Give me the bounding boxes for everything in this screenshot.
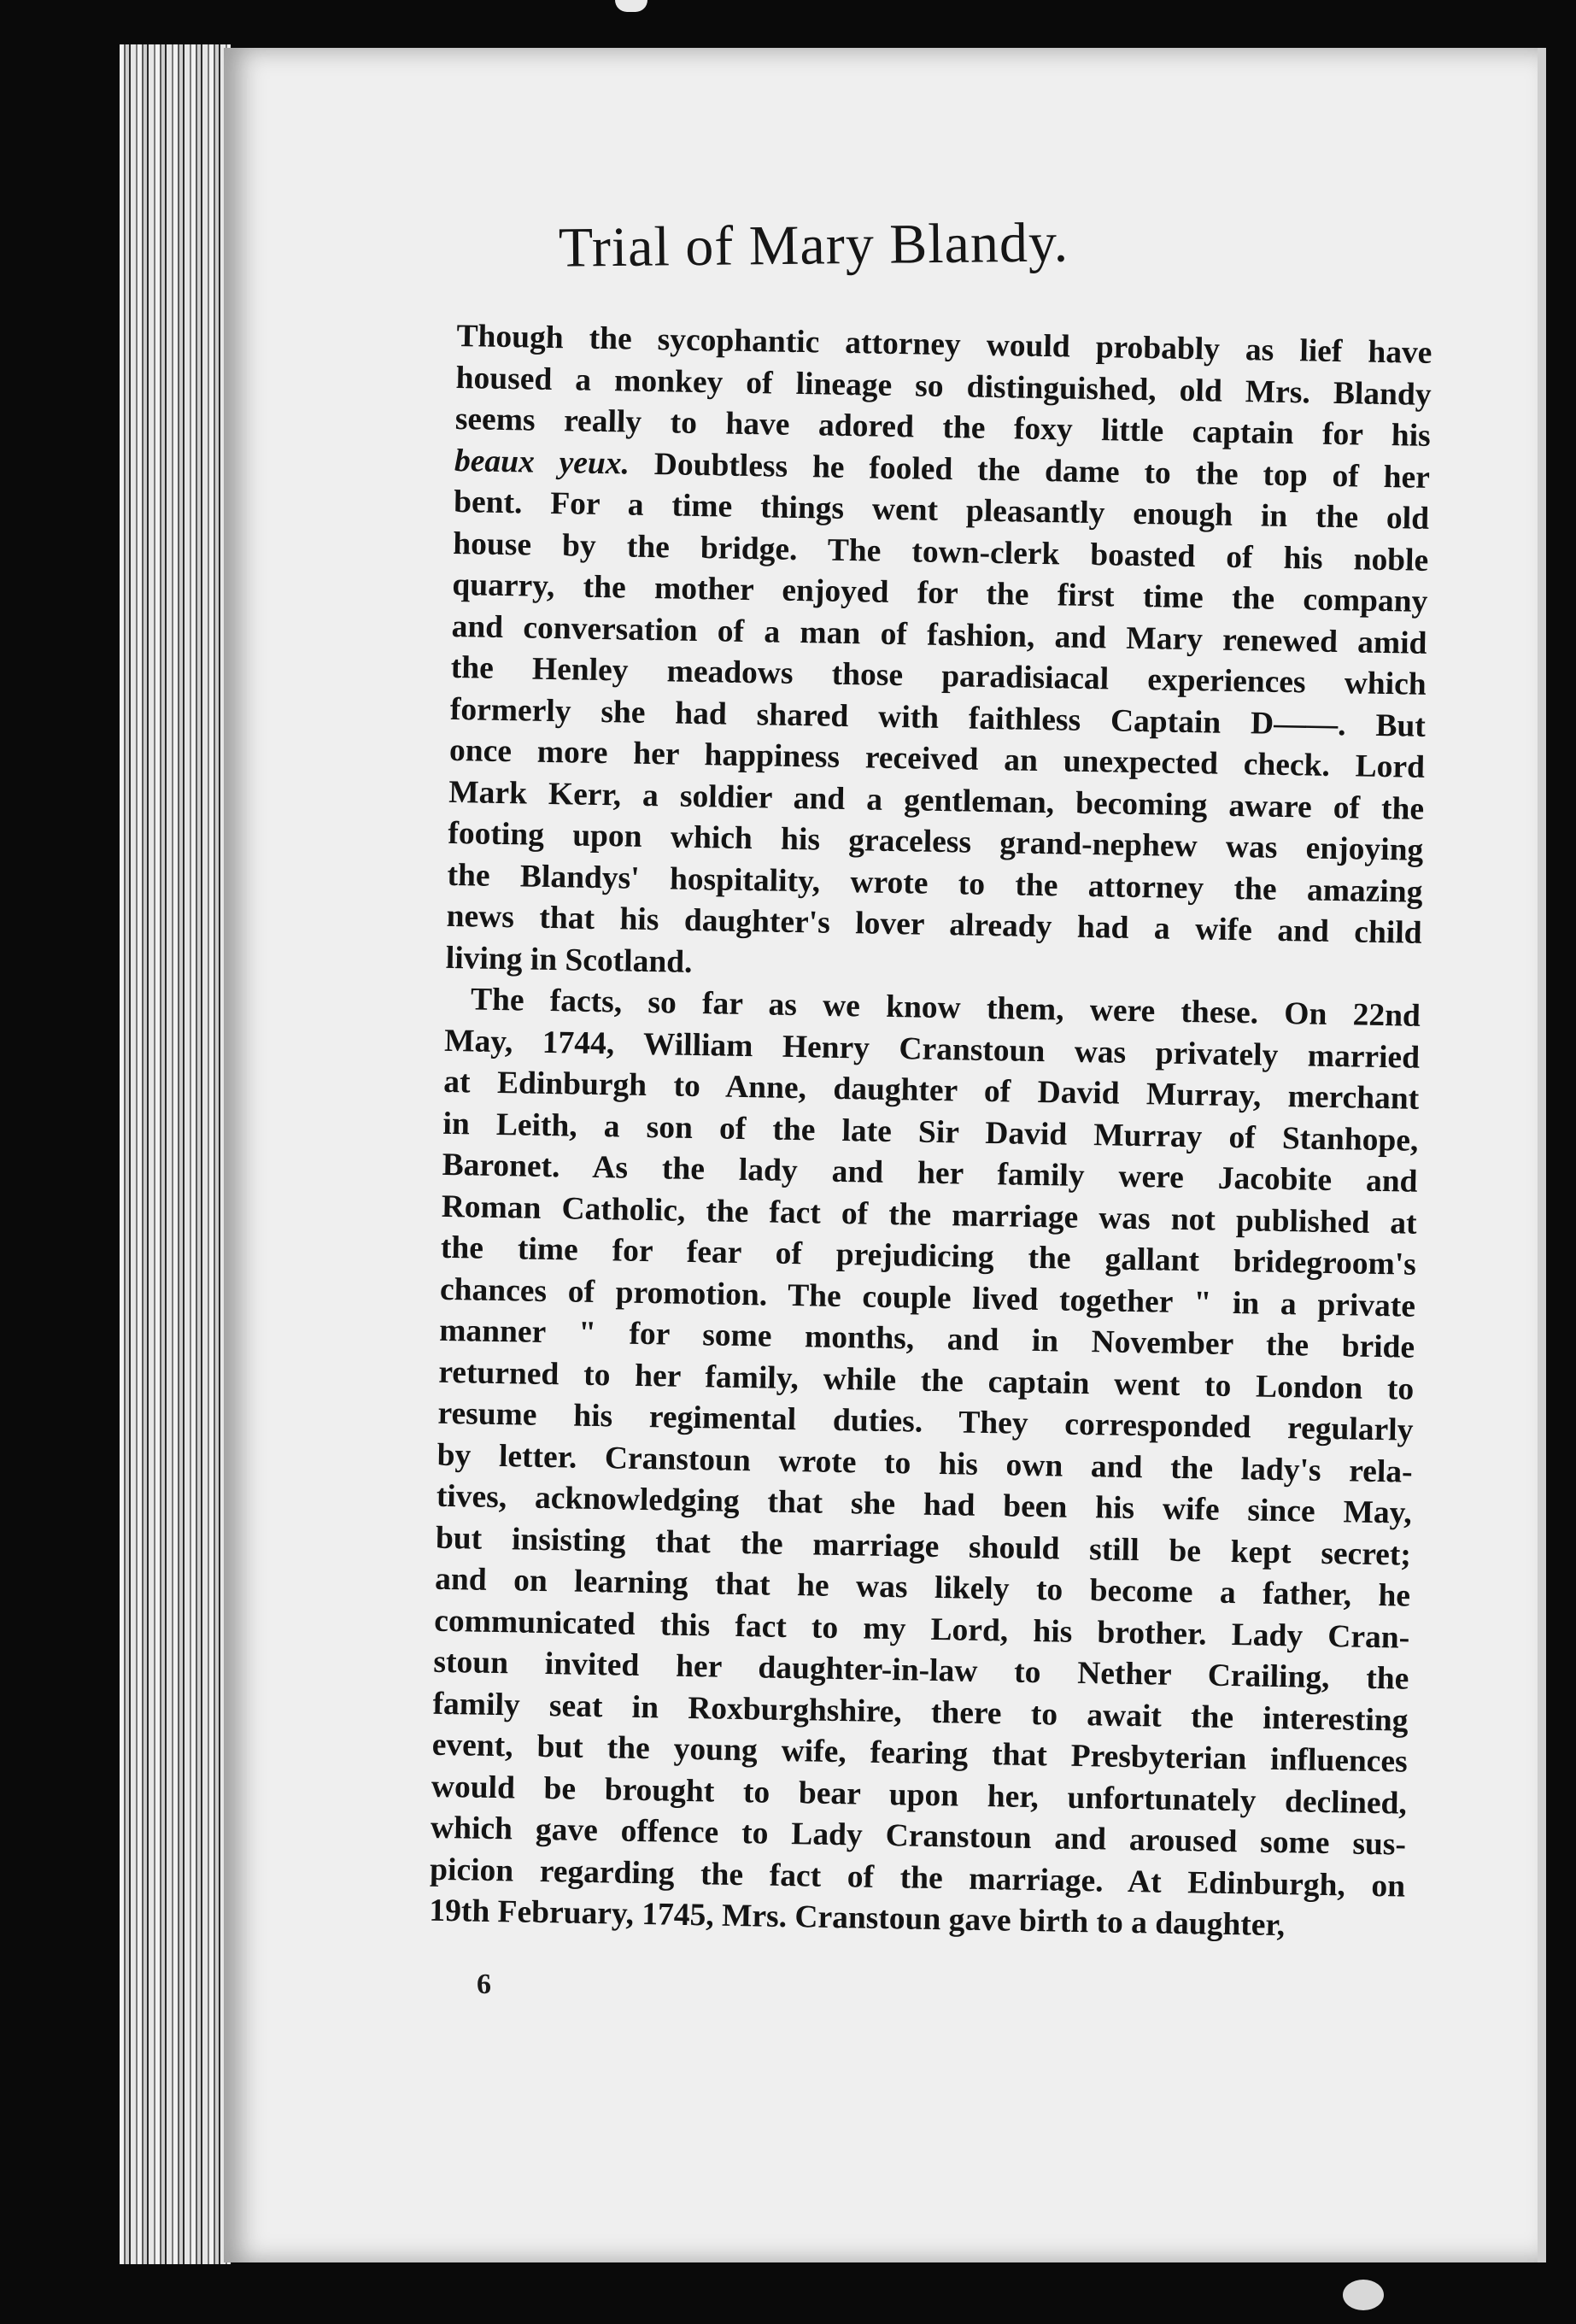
text-line: picion regarding the fact of the marriage. At Edinburgh, on [429, 1852, 1406, 1904]
body-text [429, 316, 1432, 1949]
book-page-edges [120, 44, 231, 2264]
text-line: the time for fear of prejudicing the gallant bridegroom's [440, 1229, 1417, 1282]
text-line: bent. For a time things went pleasantly enough in the old [453, 484, 1430, 537]
text-line: the Blandys' hospitality, wrote to the attorney the amazing [447, 857, 1423, 910]
text-line: Baronet. As the lady and her family were Jacobite and [442, 1147, 1418, 1200]
text-line: Roman Catholic, the fact of the marriage was not published at [441, 1188, 1417, 1241]
text-line: by letter. Cranstoun wrote to his own and the lady's rela- [436, 1437, 1413, 1490]
text-line: seems really to have adored the foxy little captain for his [454, 401, 1432, 454]
text-line: but insisting that the marriage should still be kept secret; [435, 1520, 1412, 1573]
text-line: and on learning that he was likely to become a father, he [434, 1561, 1411, 1614]
text-line: family seat in Roxburghshire, there to await the interesting [432, 1686, 1409, 1739]
paragraph [429, 979, 1421, 1949]
text-line: footing upon which his graceless grand-nephew was enjoying [448, 815, 1424, 868]
text-line: resume his regimental duties. They corresponded regularly [437, 1395, 1414, 1448]
text-line: tives, acknowledging that she had been his wife since May, [436, 1478, 1413, 1531]
text-line: in Leith, a son of the late Sir David Murray of Stanhope, [442, 1106, 1419, 1159]
text-line: stoun invited her daughter-in-law to Nether Crailing, the [433, 1644, 1409, 1697]
text-line: would be brought to bear upon her, unfortunately declined, [431, 1769, 1408, 1822]
text-line: May, 1744, William Henry Cranstoun was privately married [443, 1023, 1421, 1076]
text-line: news that his daughter's lover already had a wife and child [446, 898, 1422, 951]
text-line: beaux yeux. Doubtless he fooled the dame to the top of her [454, 443, 1431, 496]
paragraph [445, 316, 1432, 996]
italic-phrase: beaux yeux. [454, 443, 630, 482]
text-line: chances of promotion. The couple lived together " in a private [439, 1271, 1416, 1324]
text-line: Though the sycophantic attorney would probably as lief have [456, 318, 1432, 371]
text-line: which gave offence to Lady Cranstoun and aroused some sus- [430, 1810, 1407, 1863]
text-line: The facts, so far as we know them, were these. On 22nd [470, 982, 1421, 1034]
text-line: once more her happiness received an unexpected check. Lord [448, 732, 1426, 785]
text-line: communicated this fact to my Lord, his brother. Lady Cran- [433, 1603, 1410, 1656]
text-line: quarry, the mother enjoyed for the first time the company [452, 566, 1428, 619]
text-line: at Edinburgh to Anne, daughter of David Murray, merchant [442, 1064, 1420, 1117]
text-line: the Henley meadows those paradisiacal experiences which [450, 649, 1427, 702]
scan-speck [1343, 2280, 1384, 2310]
text-line: returned to her family, while the captain went to London to [438, 1354, 1415, 1407]
text-line: and conversation of a man of fashion, and Mary renewed amid [451, 608, 1427, 661]
text-line: event, but the young wife, fearing that Presbyterian influences [431, 1727, 1408, 1780]
text-line: house by the bridge. The town-clerk boasted of his noble [452, 525, 1429, 578]
page-folio: 6 [477, 1969, 491, 2000]
text-line: Mark Kerr, a soldier and a gentleman, becoming aware of the [448, 774, 1425, 827]
book-page-right-edge [1538, 48, 1546, 2262]
text-line: housed a monkey of lineage so distinguished, old Mrs. Blandy [455, 360, 1432, 413]
page-title: Trial of Mary Blandy. [558, 211, 1069, 279]
text-line: living in Scotland. [445, 940, 693, 980]
text-line: formerly she had shared with faithless Captain D——. But [449, 691, 1427, 744]
text-line: manner " for some months, and in November the bride [438, 1312, 1415, 1365]
text-line: 19th February, 1745, Mrs. Cranstoun gave birth to a daughter, [429, 1893, 1286, 1944]
